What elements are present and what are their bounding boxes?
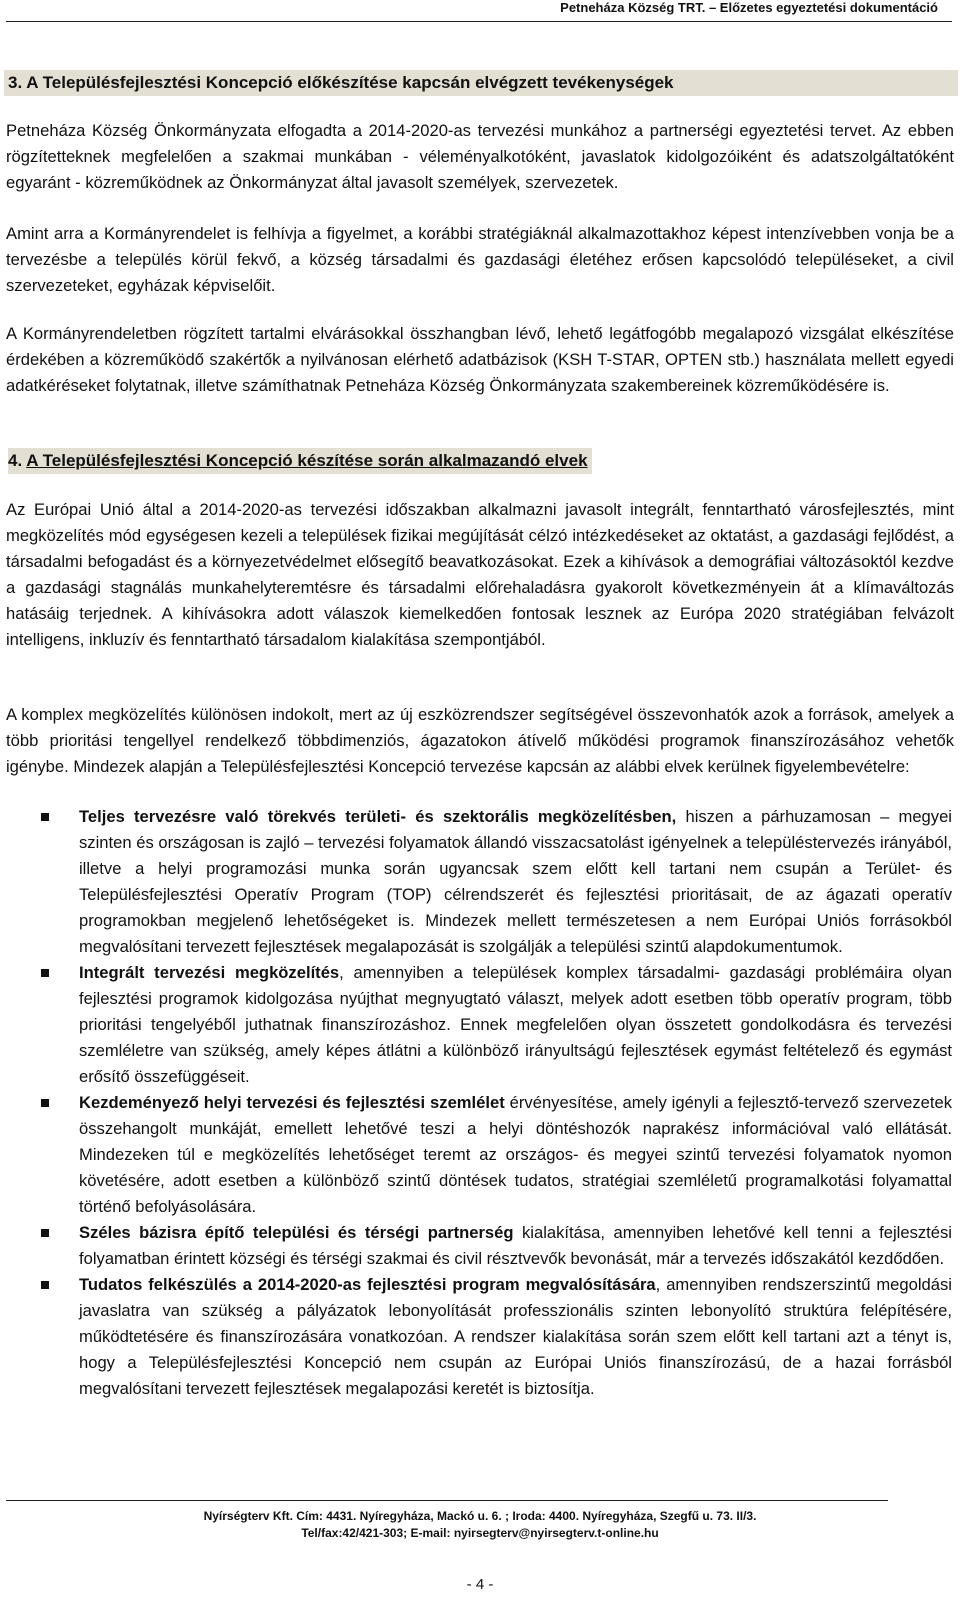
section-4-paragraph-2: A komplex megközelítés különösen indokolt, mert az új eszközrendszer segítségével összevonhatók azok a források, amelyek a több prioritási tengellyel rendelkező többdimenziós, ágazatokon átívelő működési programok finanszírozásához vehetők igénybe. Mindezek alapján a Településfejlesztési Koncepció tervezése kapcsán az alábbi elvek kerülnek figyelembevételre: <box>6 705 954 776</box>
list-item <box>0 1272 955 1402</box>
footer-divider <box>6 1500 888 1501</box>
principle-4-title: Széles bázisra építő települési és térségi partnerség <box>79 1223 514 1242</box>
principle-5-text: , amennyiben rendszerszintű megoldási javaslatra van szükség a pályázatok lebonyolítását professzionális szinten lebonyolító struktúra felépítésére, működtetésére és finanszírozására vonatkozóan. A rendszer kialakítása során szem előtt kell tartani azt a tényt is, hogy a Településfejlesztési Koncepció nem csupán az Európai Uniós finanszírozású, de a hazai forrásból megvalósítani tervezett fejlesztések megalapozási keretét is biztosítja. <box>79 1275 952 1398</box>
square-bullet-icon <box>41 1281 49 1289</box>
section-3-paragraph-1: Petneháza Község Önkormányzata elfogadta a 2014-2020-as tervezési munkához a partnerségi egyeztetési tervet. Az ebben rögzítetteknek megfelelően a szakmai munkában - véleményalkotóként, javaslatok kidolgozóiként és adatszolgáltatóként egyaránt - közreműködnek az Önkormányzat által javasolt személyek, szervezetek. <box>6 121 954 192</box>
footer-contact: Tel/fax:42/421-303; E-mail: nyirsegterv@nyirsegterv.t-online.hu <box>301 1526 659 1540</box>
square-bullet-icon <box>41 813 49 821</box>
principle-1-text: hiszen a párhuzamosan – megyei szinten és országosan is zajló – tervezési folyamatok állandó visszacsatolást igényelnek a településtervezés irányából, illetve a helyi programozási munka során ugyancsak szem előtt kell tartani nem csupán a Terület- és Településfejlesztési Operatív Program (TOP) célrendszerét és fejlesztési prioritásait, de az ágazati operatív programokban megjelenő lehetőségeket is. Mindezek mellett természetesen a nem Európai Uniós forrásokból megvalósítani tervezett fejlesztések megalapozását is szolgálják a települési szintű alapdokumentumok. <box>79 807 952 956</box>
square-bullet-icon <box>41 969 49 977</box>
principles-list <box>0 804 955 1402</box>
principle-5-title: Tudatos felkészülés a 2014-2020-as fejlesztési program megvalósítására <box>79 1275 656 1294</box>
square-bullet-icon <box>41 1229 49 1237</box>
section-4-number: 4. <box>8 451 23 470</box>
principle-4-text: kialakítása, amennyiben lehetővé kell tenni a fejlesztési folyamatban érintett községi és térségi szakmai és civil résztvevők bevonását, már a tervezés időszakától kezdődően. <box>79 1223 952 1268</box>
list-item <box>0 960 955 1090</box>
section-3-paragraph-3: A Kormányrendeletben rögzített tartalmi elvárásokkal összhangban lévő, lehető legátfogóbb megalapozó vizsgálat elkészítése érdekében a közreműködő szakértők a nyilvánosan elérhető adatbázisok (KSH T-STAR, OPTEN stb.) használata mellett egyedi adatkéréseket folytatnak, illetve számíthatnak Petneháza Község Önkormányzata szakembereinek közreműködésére is. <box>6 324 954 395</box>
section-3-heading: 3. A Településfejlesztési Koncepció előkészítése kapcsán elvégzett tevékenységek <box>4 70 958 96</box>
principle-3-title: Kezdeményező helyi tervezési és fejlesztési szemlélet <box>79 1093 505 1112</box>
section-3-paragraph-2: Amint arra a Kormányrendelet is felhívja a figyelmet, a korábbi stratégiáknál alkalmazottakhoz képest intenzívebben vonja be a tervezésbe a település körül fekvő, a község társadalmi és gazdasági életéhez erősen kapcsolódó településeket, a civil szervezeteket, egyházak képviselőit. <box>6 224 954 295</box>
square-bullet-icon <box>41 1099 49 1107</box>
section-4-title: A Településfejlesztési Koncepció készítése során alkalmazandó elvek <box>26 451 588 470</box>
list-item <box>0 804 955 960</box>
principle-2-text: , amennyiben a települések komplex társadalmi- gazdasági problémáira olyan fejlesztési programok kidolgozása nyújthat megnyugtató választ, melyek adott esetben több operatív program, több prioritási tengelyéből juthatnak finanszírozáshoz. Ennek megfelelően olyan összetett gondolkodásra és tervezési szemléletre van szükség, amely képes átlátni a különböző irányultságú fejlesztések egymást feltételező és egymást erősítő összefüggéseit. <box>79 963 952 1086</box>
page-number: - 4 - <box>466 1576 494 1593</box>
footer-company-address: Nyírségterv Kft. Cím: 4431. Nyíregyháza, Mackó u. 6. ; Iroda: 4400. Nyíregyháza, Szegfű u. 73. II/3. <box>203 1509 757 1523</box>
principle-1-title: Teljes tervezésre való törekvés területi- és szektorális megközelítésben, <box>79 807 677 826</box>
section-4-paragraph-1: Az Európai Unió által a 2014-2020-as tervezési időszakban alkalmazni javasolt integrált, fenntartható városfejlesztés, mint megközelítés mód egységesen kezeli a települések fizikai megújítását célzó intézkedéseket az oktatást, a gazdasági fejlődést, a társadalmi befogadást és a környezetvédelmet elősegítő beavatkozásokat. Ezek a kihívások a demográfiai változásoktól kezdve a gazdasági stagnálás munkahelyteremtésre és társadalmi előrehaladásra gyakorolt következményein át a klímaváltozás hatásáig terjednek. A kihívásokra adott válaszok kiemelkedően fontosak lesznek az Európa 2020 stratégiában felvázolt intelligens, inkluzív és fenntartható társadalom kialakítása szempontjából. <box>6 500 954 649</box>
principle-2-title: Integrált tervezési megközelítés <box>79 963 340 982</box>
list-item <box>0 1220 955 1272</box>
running-header: Petneháza Község TRT. – Előzetes egyeztetési dokumentáció <box>6 0 952 22</box>
section-4-heading <box>4 448 958 474</box>
principle-3-text: érvényesítése, amely igényli a fejlesztő-tervező szervezetek összehangolt munkáját, emellett lehetővé teszi a helyi döntéshozók naprakész információval való ellátását. Mindezeken túl e megközelítés lehetőséget teremt az országos- és megyei szintű tervezési folyamatok nyomon követésére, adott esetben a különböző szintű döntések tudatos, stratégiai szemléletű programalkotási folyamattal történő befolyásolására. <box>79 1093 953 1216</box>
list-item <box>0 1090 955 1220</box>
